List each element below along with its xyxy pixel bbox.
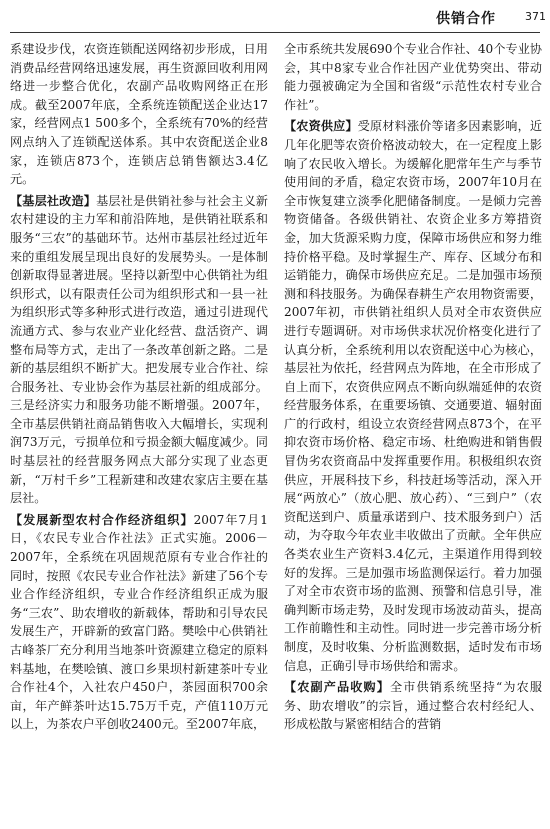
section-body: 受原材料涨价等诸多因素影响，近几年化肥等农资价格波动较大，在一定程度上影响了农民收入增长。为缓解化肥常年生产与季节使用间的矛盾，稳定农资市场，2007年10月在全市恢复建立淡季化肥储备制度。一是倾力完善物资储备。各级供销社、农资企业多方筹措资金，加大货源采购力度，保障市场供应和努力维持价格平稳。及时掌握生产、库存、区域分布和运销能力，确保市场供应充足。二是加强市场预测和科技服务。为确保春耕生产农用物资需要，2007年初，市供销社组织人员对全市农资供应进行专题调研。对市场供求状况价格变化进行了认真分析，全系统利用以农资配送中心为核心，基层社为依托，经营网点为阵地，在全市形成了自上而下，农资供应网点不断向纵端延伸的农资经营服务体系，在重要场镇、交通要道、辐射面广的行政村，组设立农资经营网点873个，在平抑农资市场价格、稳定市场、杜绝购进和销售假冒伪劣农资商品中发挥重要作用。积极组织农资供应，开展科技下乡，科技赶场等活动，深入开展“两放心”（放心肥、放心药）、“三到户”（农资配送到户、质量承诺到户、技术服务到户）活动，为夺取今年农业丰收做出了贡献。全年供应各类农业生产资料3.4亿元，主渠道作用得到较好的发挥。三是加强市场监测保运行。着力加强了对全市农资市场的监测、预警和信息引导，准确判断市场走势，及时发现市场波动苗头，提高工作前瞻性和主动性。同时进一步完善市场分析制度，及时收集、分析监测数据，适时发布市场信息，正确引导市场供给和需求。 [284, 119, 542, 673]
section-body: 基层社是供销社参与社会主义新农村建设的主力军和前沿阵地，是供销社联系和服务“三农”的基础环节。达州市基层社经过近年来的重组发展呈现出良好的发展势头。一是体制创新取得显著进展。坚持以新型中心供销社为组织形式，以有限责任公司为组织形式和一县一社为组织形式等多种形式进行改造，通过引进现代流通方式、参与农业产业化经营、盘活资产、调整布局等方式，走出了一条改革创新之路。二是新的基层组织不断扩大。把发展专业合作社、综合服务社、专业协会作为基层社新的组成部分。三是经济实力和服务功能不断增强。2007年，全市基层供销社商品销售收入大幅增长，实现利润73万元，亏损单位和亏损金额大幅度减少。同时基层社的经营服务网点大部分实现了业态更新，“万村千乡”工程新建和改建农家店主要在基层社。 [10, 193, 268, 506]
section-body: 2007年7月1日，《农民专业合作社法》正式实施。2006－2007年，全系统在巩固规范原有专业合作社的同时，按照《农民专业合作社法》新建了56个专业合作经济组织，专业合作经济组织正成为服务“三农”、助农增收的新载体，帮助和引导农民发展生产，开辟新的致富门路。樊哙中心供销社古峰茶厂充分利用当地茶叶资源建立稳定的原料料基地，在樊哙镇、渡口乡果坝村新建茶叶专业合作社4个，入社农户450户，茶园面积700余亩，年产鲜茶叶达15.75万千克，产值110万元以上，为茶农户平创收2400元。至2007年底， [10, 512, 268, 732]
section-heading: 【发展新型农村合作经济组织】 [10, 512, 194, 527]
header-rule [10, 32, 540, 33]
section-heading: 【农资供应】 [284, 119, 358, 134]
section-heading: 【农副产品收购】 [284, 680, 391, 695]
paragraph-network: 系建设步伐，农资连锁配送网络初步形成，日用消费品经营网络迅速发展，再生资源回收利用网络进一步整合优化，农副产品收购网络正在形成。截至2007年底，全系统连锁配送企业达17家，经营网点1 500多个，全系统有70%的经营网点纳入了连锁配送体系。其中农资配送企业8家，连锁店873个，连锁店总销售额达3.4亿元。 [10, 42, 268, 187]
section-produce-purchase [284, 678, 542, 734]
page-header [0, 0, 550, 36]
right-column [284, 40, 542, 826]
section-agri-supply [284, 117, 542, 675]
section-cooperative-orgs [10, 511, 268, 734]
section-title: 供销合作 [436, 11, 496, 27]
section-heading: 【基层社改造】 [10, 193, 97, 208]
page-number: 371 [525, 10, 546, 23]
paragraph-continuation: 全市系统共发展690个专业合作社、40个专业协会，其中8家专业合作社因产业优势突出、带动能力强被确定为全国和省级“示范性农村专业合作社”。 [284, 42, 542, 112]
section-body: 全市供销系统坚持“为农服务、助农增收”的宗旨，通过整合农村经纪人、形成松散与紧密相结合的营销 [284, 680, 542, 732]
left-column [10, 40, 268, 826]
section-grassroots-reform [10, 192, 268, 508]
